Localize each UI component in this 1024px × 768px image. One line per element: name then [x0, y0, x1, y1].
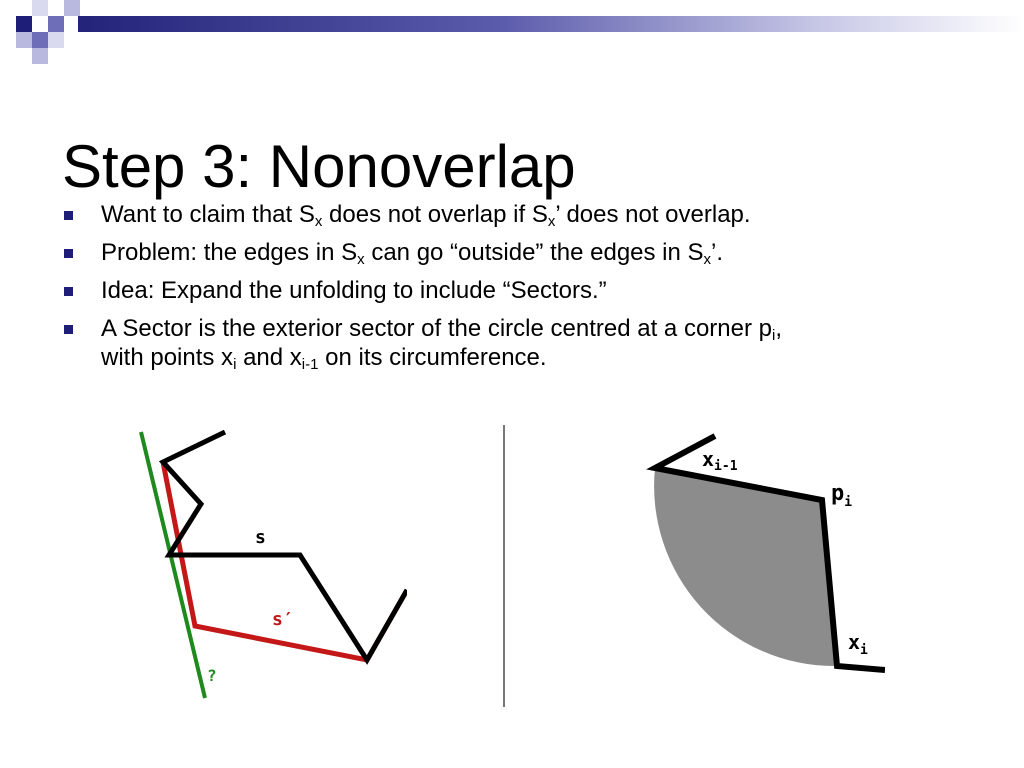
label-x-prev: $x_{i-1}$: [702, 447, 738, 474]
header-square-light: [32, 48, 48, 64]
bullet-square-icon: [64, 211, 73, 220]
bullet-item: Idea: Expand the unfolding to include “Sectors.”: [64, 276, 944, 305]
label-x: $x_i$: [848, 630, 868, 658]
left-figure-svg: [135, 430, 407, 700]
red-path-s-prime: [163, 462, 407, 660]
slide-title: Step 3: Nonoverlap: [62, 133, 576, 201]
header-square-mid: [32, 32, 48, 48]
right-figure: [645, 430, 885, 680]
bullet-square-icon: [64, 287, 73, 296]
label-s: s: [255, 527, 266, 548]
bullet-list: [64, 200, 944, 381]
header-square-light: [16, 32, 32, 48]
bullet-item: A Sector is the exterior sector of the circle centred at a corner $p_i$, with points $x_i$ and $x_{i-1}$ on its circumference.: [64, 314, 944, 372]
bullet-item: Problem: the edges in $S_x$ can go “outside” the edges in $S_x$’.: [64, 238, 944, 267]
header-square-light: [64, 0, 80, 16]
bullet-item: Want to claim that $S_x$ does not overlap if $S_x$’ does not overlap.: [64, 200, 944, 229]
label-question: ?: [207, 666, 217, 685]
bullet-square-icon: [64, 325, 73, 334]
header-gradient-bar: [78, 16, 1024, 32]
header-square-mid: [48, 16, 64, 32]
header-square-dark: [16, 16, 32, 32]
header-square-pale: [32, 0, 48, 16]
label-s-prime: s′: [272, 609, 294, 630]
header-square-pale: [48, 32, 64, 48]
right-figure-svg: [645, 430, 885, 680]
figure-divider: [503, 425, 505, 707]
label-p: $p_i$: [831, 481, 853, 510]
bullet-square-icon: [64, 249, 73, 258]
left-figure: [135, 430, 407, 700]
